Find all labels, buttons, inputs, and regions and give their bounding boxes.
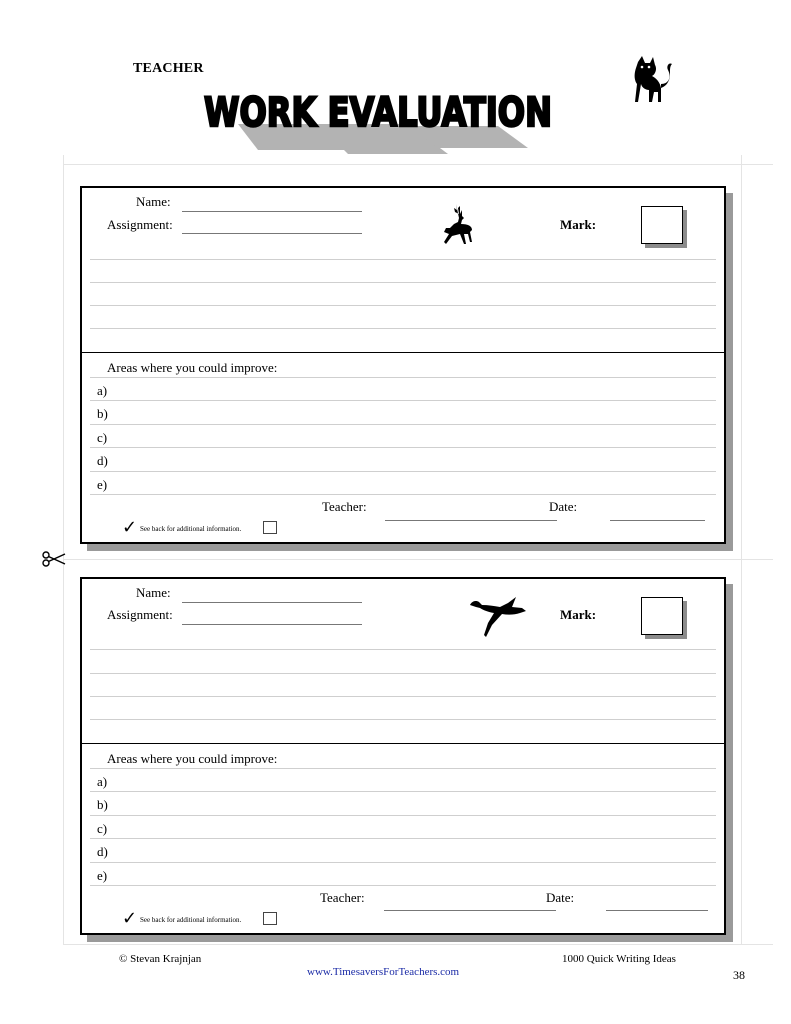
teacher-signature-line[interactable] — [385, 520, 557, 521]
improve-line[interactable] — [90, 862, 716, 863]
name-label: Name: — [136, 585, 171, 600]
mark-box[interactable] — [641, 206, 683, 244]
improve-item-d: d) — [97, 844, 108, 859]
improve-line[interactable] — [90, 791, 716, 792]
page-guide-left — [63, 155, 64, 945]
improve-item-e: e) — [97, 477, 108, 492]
improve-item-d: d) — [97, 453, 108, 468]
improve-line[interactable] — [90, 471, 716, 472]
improve-item-e: e) — [97, 868, 108, 883]
goose-icon — [468, 595, 528, 639]
page-guide-right — [741, 155, 742, 945]
book-title: 1000 Quick Writing Ideas — [562, 953, 676, 965]
improve-line[interactable] — [90, 424, 716, 425]
improve-line[interactable] — [90, 400, 716, 401]
cut-guide — [63, 559, 773, 560]
name-line[interactable] — [182, 602, 362, 603]
deer-icon — [440, 202, 476, 246]
page-guide-bottom — [63, 944, 773, 945]
assignment-line[interactable] — [182, 624, 362, 625]
improve-line[interactable] — [90, 494, 716, 495]
cat-icon — [630, 54, 674, 106]
page-title: WORK EVALUATION — [204, 90, 552, 136]
see-back-note: See back for additional information. — [140, 525, 242, 533]
copyright-text: © Stevan Krajnjan — [119, 953, 202, 965]
comment-line[interactable] — [90, 328, 716, 329]
mark-label: Mark: — [560, 217, 597, 232]
evaluation-form-1 — [80, 186, 726, 544]
name-line[interactable] — [182, 211, 362, 212]
areas-label: Areas where you could improve: — [107, 751, 278, 766]
mark-label: Mark: — [560, 607, 597, 622]
improve-line[interactable] — [90, 815, 716, 816]
page-title-wordart — [198, 84, 558, 158]
website-link[interactable]: www.TimesaversForTeachers.com — [307, 966, 460, 978]
teacher-label: Teacher: — [322, 499, 367, 514]
name-label: Name: — [136, 194, 171, 209]
mark-box[interactable] — [641, 597, 683, 635]
assignment-label: Assignment: — [107, 607, 173, 622]
comment-line[interactable] — [90, 696, 716, 697]
comment-line[interactable] — [90, 282, 716, 283]
improve-item-a: a) — [97, 774, 108, 789]
improve-item-c: c) — [97, 821, 108, 836]
page-guide-top — [63, 164, 773, 165]
date-label: Date: — [546, 890, 575, 905]
date-label: Date: — [549, 499, 578, 514]
comment-line[interactable] — [90, 719, 716, 720]
scissors-icon — [42, 551, 66, 567]
improve-item-a: a) — [97, 383, 108, 398]
teacher-signature-line[interactable] — [384, 910, 556, 911]
checkmark-icon: ✓ — [122, 517, 138, 538]
teacher-label: Teacher: — [320, 890, 365, 905]
comment-line[interactable] — [90, 259, 716, 260]
comment-line[interactable] — [90, 305, 716, 306]
comment-line[interactable] — [90, 673, 716, 674]
improve-item-b: b) — [97, 797, 108, 812]
improve-line — [90, 377, 716, 378]
see-back-note: See back for additional information. — [140, 916, 242, 924]
see-back-checkbox[interactable] — [263, 521, 277, 534]
section-divider — [82, 743, 724, 744]
improve-line — [90, 768, 716, 769]
date-line[interactable] — [610, 520, 705, 521]
improve-item-c: c) — [97, 430, 108, 445]
areas-label: Areas where you could improve: — [107, 360, 278, 375]
improve-line[interactable] — [90, 838, 716, 839]
improve-line[interactable] — [90, 885, 716, 886]
checkmark-icon: ✓ — [122, 908, 138, 929]
teacher-tag: TEACHER — [133, 61, 204, 76]
section-divider — [82, 352, 724, 353]
page-number: 38 — [733, 968, 745, 982]
comment-line[interactable] — [90, 649, 716, 650]
improve-item-b: b) — [97, 406, 108, 421]
evaluation-form-2 — [80, 577, 726, 935]
improve-line[interactable] — [90, 447, 716, 448]
assignment-label: Assignment: — [107, 217, 173, 232]
date-line[interactable] — [606, 910, 708, 911]
assignment-line[interactable] — [182, 233, 362, 234]
see-back-checkbox[interactable] — [263, 912, 277, 925]
